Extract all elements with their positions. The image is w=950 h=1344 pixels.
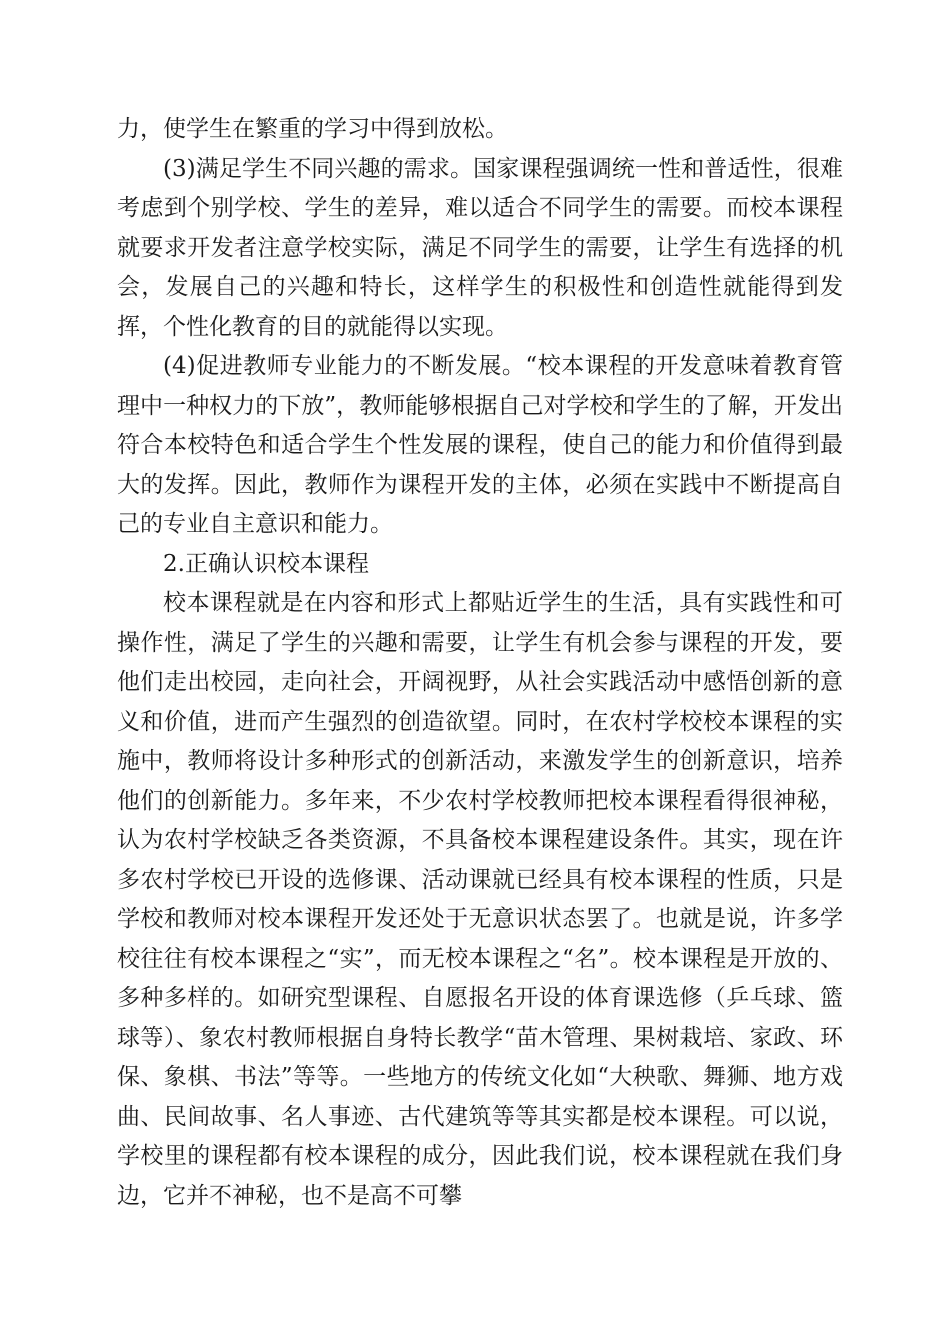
paragraph-item-3: (3)满足学生不同兴趣的需求。国家课程强调统一性和普适性，很难考虑到个别学校、学生的差异，难以适合不同学生的需要。而校本课程就要求开发者注意学校实际，满足不同学生的需要，让学生有选择的机会，发展自己的兴趣和特长，这样学生的积极性和创造性就能得到发挥，个性化教育的目的就能得以实现。 <box>117 155 843 340</box>
paragraph-body: 校本课程就是在内容和形式上都贴近学生的生活，具有实践性和可操作性，满足了学生的兴趣和需要，让学生有机会参与课程的开发，要他们走出校园，走向社会，开阔视野，从社会实践活动中感悟创新的意义和价值，进而产生强烈的创造欲望。同时，在农村学校校本课程的实施中，教师将设计多种形式的创新活动，来激发学生的创新意识，培养他们的创新能力。多年来，不少农村学校教师把校本课程看得很神秘，认为农村学校缺乏各类资源，不具备校本课程建设条件。其实，现在许多农村学校已开设的选修课、活动课就已经具有校本课程的性质，只是学校和教师对校本课程开发还处于无意识状态罢了。也就是说，许多学校往往有校本课程之“实”，而无校本课程之“名”。校本课程是开放的、多种多样的。如研究型课程、自愿报名开设的体育课选修（乒乓球、篮球等）、象农村教师根据自身特长教学“苗木管理、果树栽培、家政、环保、象棋、书法”等等。一些地方的传统文化如“大秧歌、舞狮、地方戏曲、民间故事、名人事迹、古代建筑等等其实都是校本课程。可以说，学校里的课程都有校本课程的成分，因此我们说，校本课程就在我们身边，它并不神秘，也不是高不可攀 <box>117 590 843 1209</box>
paragraph-continuation: 力，使学生在繁重的学习中得到放松。 <box>117 116 508 142</box>
paragraph-item-4: (4)促进教师专业能力的不断发展。“校本课程的开发意味着教育管理中一种权力的下放”，教师能够根据自己对学校和学生的了解，开发出符合本校特色和适合学生个性发展的课程，使自己的能力和价值得到最大的发挥。因此，教师作为课程开发的主体，必须在实践中不断提高自己的专业自主意识和能力。 <box>117 353 843 537</box>
document-page <box>117 110 843 1216</box>
section-heading: 2.正确认识校本课程 <box>163 550 369 577</box>
